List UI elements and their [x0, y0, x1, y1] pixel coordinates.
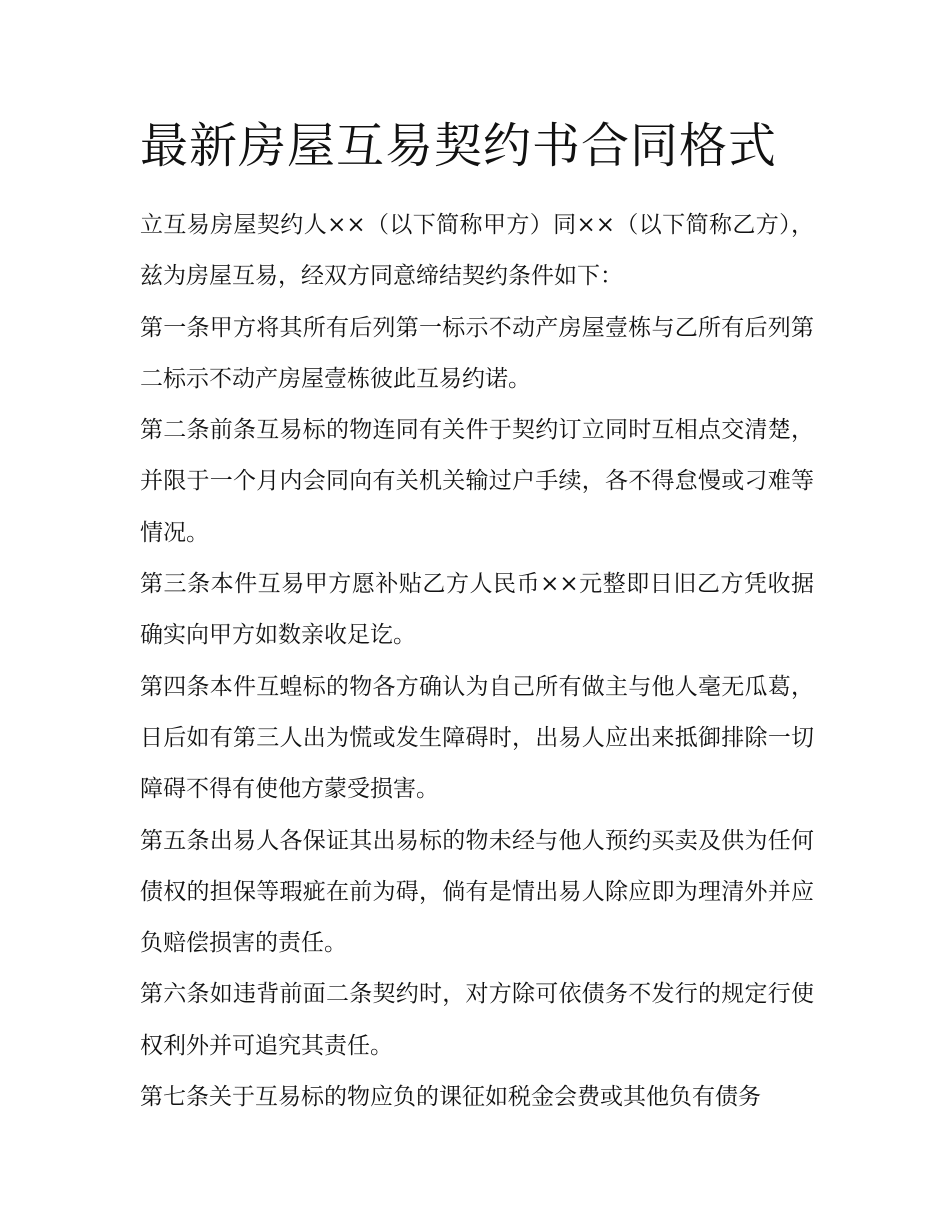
paragraph-article-3: 第三条本件互易甲方愿补贴乙方人民币××元整即日旧乙方凭收据确实向甲方如数亲收足讫。: [140, 571, 814, 649]
document-body: [140, 200, 814, 1123]
paragraph-preamble: 立互易房屋契约人××（以下简称甲方）同××（以下简称乙方），兹为房屋互易，经双方同意缔结契约条件如下：: [140, 212, 814, 290]
paragraph-article-4: 第四条本件互蝗标的物各方确认为自己所有做主与他人毫无瓜葛，日后如有第三人出为慌或发生障碍时，出易人应出来抵御排除一切障碍不得有使他方蒙受损害。: [140, 673, 814, 803]
paragraph-article-7: 第七条关于互易标的物应负的课征如税金会费或其他负有债务: [140, 1084, 761, 1111]
paragraph-article-6: 第六条如违背前面二条契约时，对方除可依债务不发行的规定行使权利外并可追究其责任。: [140, 981, 814, 1059]
paragraph-article-1: 第一条甲方将其所有后列第一标示不动产房屋壹栋与乙所有后列第二标示不动产房屋壹栋彼此互易约诺。: [140, 314, 814, 392]
paragraph-article-2: 第二条前条互易标的物连同有关件于契约订立同时互相点交清楚，并限于一个月内会同向有关机关输过户手续，各不得怠慢或刁难等情况。: [140, 417, 814, 546]
document-title: 最新房屋互易契约书合同格式: [140, 118, 778, 174]
paragraph-article-5: 第五条出易人各保证其出易标的物未经与他人预约买卖及供为任何债权的担保等瑕疵在前为碍，倘有是情出易人除应即为理清外并应负赔偿损害的责任。: [140, 827, 814, 957]
